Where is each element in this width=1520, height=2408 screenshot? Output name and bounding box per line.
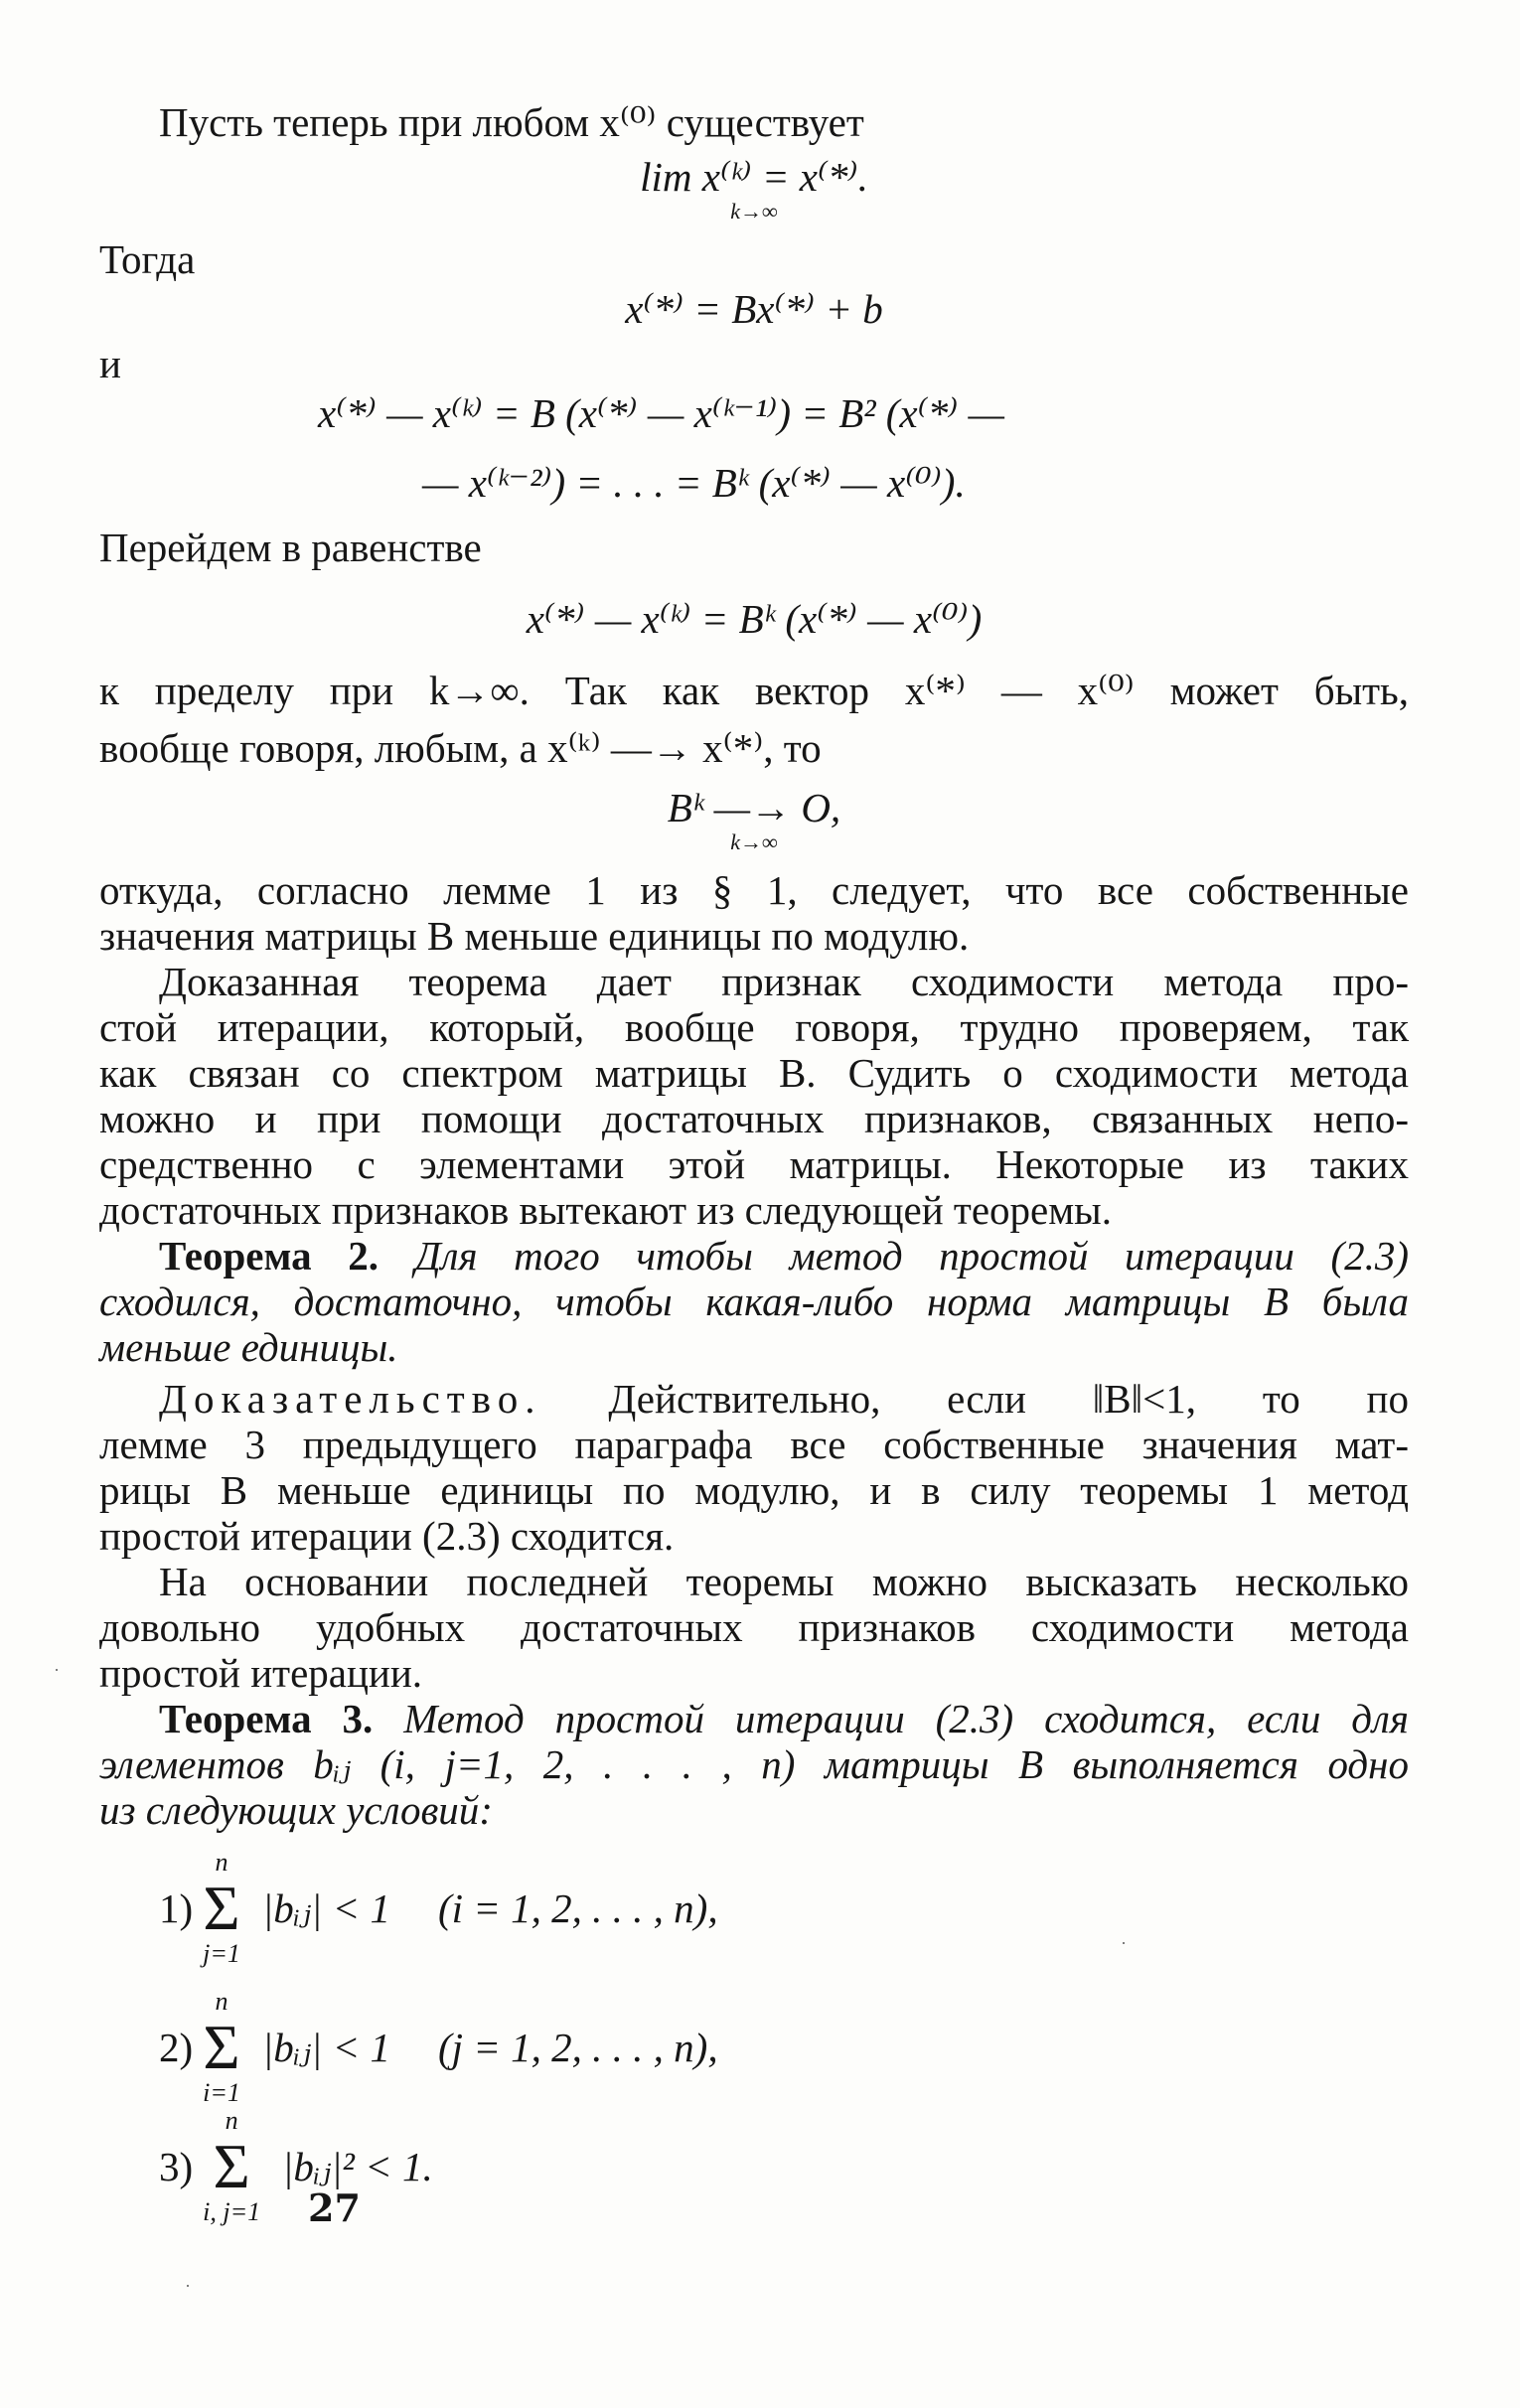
proof-line: рицы B меньше единицы по модулю, и в силу теоремы 1 метод — [99, 1467, 1409, 1513]
paragraph-line: Перейдем в равенстве — [99, 525, 482, 570]
paper-speck — [187, 2285, 189, 2287]
proof-line — [159, 1376, 1409, 1422]
paper-speck — [56, 1669, 58, 1671]
sigma-icon: Σ — [203, 1873, 240, 1943]
condition-number: 3) — [159, 2144, 194, 2189]
condition-1 — [159, 1848, 718, 1969]
theorem-3-line: элементов bᵢⱼ (i, j=1, 2, . . . , n) матрицы B выполняется одно — [99, 1741, 1409, 1787]
proof-label: Доказательство. — [159, 1376, 542, 1422]
formula-equality: x⁽*⁾ — x⁽ᵏ⁾ = Bᵏ (x⁽*⁾ — x⁽⁰⁾) — [526, 596, 983, 642]
sum-upper-limit: n — [225, 2106, 238, 2135]
page-number: 27 — [308, 2185, 361, 2230]
condition-range: (i = 1, 2, . . . , n), — [437, 1885, 718, 1931]
formula-limit-subscript: k→∞ — [730, 199, 778, 224]
condition-body: |bᵢⱼ| < 1 — [261, 2025, 390, 2070]
sum-symbol — [203, 1987, 240, 2108]
theorem-2-line: сходился, достаточно, чтобы какая-либо норма матрицы B была — [99, 1279, 1409, 1324]
theorem-2-text: Для того чтобы метод простой итерации (2.3) — [414, 1233, 1409, 1279]
sum-symbol — [203, 1848, 240, 1969]
sum-lower-limit: i, j=1 — [203, 2197, 261, 2226]
theorem-3-line — [159, 1696, 1409, 1741]
formula-bk-subscript: k→∞ — [730, 829, 778, 854]
paragraph-line: довольно удобных достаточных признаков сходимости метода — [99, 1604, 1409, 1650]
sum-symbol — [203, 2106, 260, 2227]
condition-3 — [159, 2106, 433, 2227]
sum-lower-limit: j=1 — [203, 1939, 240, 1968]
paragraph-line: достаточных признаков вытекают из следующей теоремы. — [99, 1187, 1112, 1233]
condition-body: |bᵢⱼ|² < 1. — [282, 2144, 433, 2189]
sigma-icon: Σ — [203, 2012, 240, 2082]
proof-line: лемме 3 предыдущего параграфа все собственные значения мат- — [99, 1422, 1409, 1467]
theorem-3-label: Теорема 3. — [159, 1696, 374, 1741]
paragraph-line: откуда, согласно лемме 1 из § 1, следует, что все собственные — [99, 867, 1409, 913]
sum-upper-limit: n — [215, 1987, 228, 2016]
condition-number: 1) — [159, 1885, 194, 1931]
proof-line: простой итерации (2.3) сходится. — [99, 1513, 675, 1559]
formula-difference-line2: — x⁽ᵏ⁻²⁾) = . . . = Bᵏ (x⁽*⁾ — x⁽⁰⁾). — [422, 460, 966, 506]
paragraph-line: простой итерации. — [99, 1650, 423, 1696]
condition-range: (j = 1, 2, . . . , n), — [437, 2025, 718, 2070]
condition-body: |bᵢⱼ| < 1 — [261, 1885, 390, 1931]
sum-lower-limit: i=1 — [203, 2078, 240, 2107]
paragraph-line: значения матрицы B меньше единицы по модулю. — [99, 913, 970, 959]
condition-2 — [159, 1987, 718, 2108]
word-i: и — [99, 341, 121, 386]
paragraph-line: Доказанная теорема дает признак сходимости метода про- — [159, 959, 1409, 1004]
theorem-2-line — [159, 1233, 1409, 1279]
paragraph-line: вообще говоря, любым, а x⁽ᵏ⁾ —→ x⁽*⁾, то — [99, 725, 822, 771]
proof-text: Действительно, если ‖B‖<1, то по — [608, 1376, 1409, 1422]
word-togda: Тогда — [99, 236, 196, 282]
formula-difference-line1: x⁽*⁾ — x⁽ᵏ⁾ = B (x⁽*⁾ — x⁽ᵏ⁻¹⁾) = B² (x⁽*⁾ — — [318, 390, 1004, 436]
paragraph-line: стой итерации, который, вообще говоря, трудно проверяем, так — [99, 1004, 1409, 1050]
paragraph-line: к пределу при k→∞. Так как вектор x⁽*⁾ — x⁽⁰⁾ может быть, — [99, 668, 1409, 713]
sum-upper-limit: n — [215, 1848, 228, 1877]
paper-speck — [1123, 1942, 1125, 1944]
theorem-2-label: Теорема 2. — [159, 1233, 379, 1279]
theorem-3-text: Метод простой итерации (2.3) сходится, если для — [403, 1696, 1409, 1741]
paragraph-line: можно и при помощи достаточных признаков, связанных непо- — [99, 1096, 1409, 1141]
theorem-3-line: из следующих условий: — [99, 1787, 493, 1833]
formula-limit — [99, 154, 1409, 224]
paragraph-line: На основании последней теоремы можно высказать несколько — [159, 1559, 1409, 1604]
formula-bk-body: Bᵏ —→ O, — [667, 785, 841, 830]
formula-limit-body: lim x⁽ᵏ⁾ = x⁽*⁾. — [640, 154, 868, 200]
formula-bk-limit — [99, 785, 1409, 854]
paragraph-line: средственно с элементами этой матрицы. Некоторые из таких — [99, 1141, 1409, 1187]
paragraph-line: как связан со спектром матрицы B. Судить о сходимости метода — [99, 1050, 1409, 1096]
formula-fixed-point: x⁽*⁾ = Bx⁽*⁾ + b — [625, 286, 883, 332]
paragraph-line: Пусть теперь при любом x⁽⁰⁾ существует — [159, 99, 864, 145]
theorem-2-line: меньше единицы. — [99, 1324, 398, 1370]
condition-number: 2) — [159, 2025, 194, 2070]
sigma-icon: Σ — [213, 2131, 250, 2201]
